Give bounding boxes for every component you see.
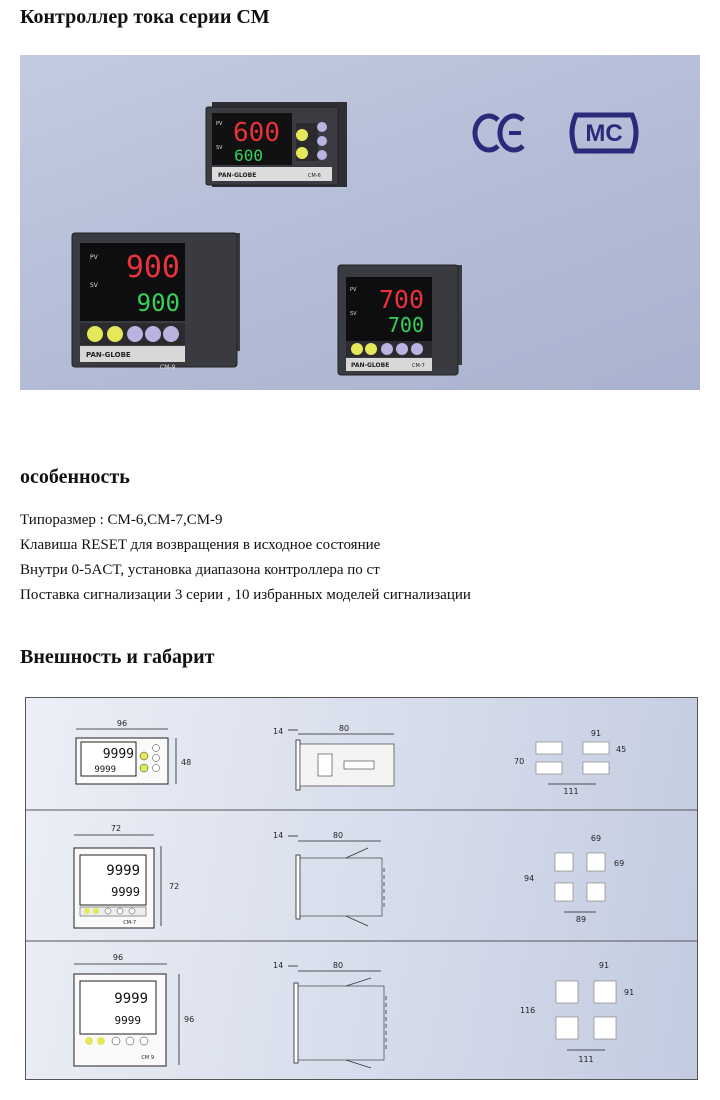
feature-item: Типоразмер : CM-6,CM-7,CM-9 <box>20 512 223 528</box>
svg-text:80: 80 <box>332 831 344 840</box>
ce-mark-icon <box>475 116 523 150</box>
dimension-row-cm7 <box>74 824 624 928</box>
svg-text:111: 111 <box>578 1055 594 1064</box>
dimensions-drawing <box>25 697 698 1080</box>
controller-cm7 <box>338 265 462 375</box>
svg-text:96: 96 <box>116 719 128 728</box>
feature-item: Поставка сигнализации 3 серии , 10 избранных моделей сигнализации <box>20 587 471 603</box>
svg-text:PV: PV <box>216 121 223 127</box>
svg-text:91: 91 <box>624 988 635 997</box>
svg-text:14: 14 <box>273 961 284 970</box>
svg-text:70: 70 <box>514 757 525 766</box>
svg-text:91: 91 <box>598 961 610 970</box>
svg-text:89: 89 <box>575 915 587 924</box>
svg-text:48: 48 <box>181 758 192 767</box>
svg-text:CM-7: CM-7 <box>412 363 425 369</box>
svg-text:9999: 9999 <box>111 885 140 899</box>
svg-text:PV: PV <box>350 287 357 293</box>
svg-text:CM-9: CM-9 <box>160 364 176 371</box>
dimension-row-cm9 <box>74 953 634 1068</box>
svg-text:45: 45 <box>616 745 627 754</box>
svg-text:9999: 9999 <box>94 765 116 775</box>
cmc-mark-text: MC <box>585 120 623 147</box>
sv-display: 700 <box>387 313 424 337</box>
svg-text:94: 94 <box>524 874 535 883</box>
features-heading: особенность <box>20 466 130 488</box>
svg-text:14: 14 <box>273 831 284 840</box>
svg-text:111: 111 <box>563 787 579 796</box>
svg-text:69: 69 <box>590 834 602 843</box>
svg-text:80: 80 <box>332 961 344 970</box>
svg-text:72: 72 <box>110 824 122 833</box>
pv-display: 900 <box>125 250 180 285</box>
svg-text:9999: 9999 <box>102 747 134 762</box>
svg-text:PAN-GLOBE: PAN-GLOBE <box>351 362 390 369</box>
svg-text:SV: SV <box>216 145 223 151</box>
svg-text:CM-7: CM-7 <box>123 920 136 926</box>
dimensions-heading: Внешность и габарит <box>20 646 215 668</box>
feature-item: Внутри 0-5ACT, установка диапазона контроллера по ст <box>20 562 380 578</box>
svg-text:14: 14 <box>273 727 284 736</box>
svg-text:69: 69 <box>614 859 625 868</box>
feature-item: Клавиша RESET для возвращения в исходное состояние <box>20 537 381 553</box>
svg-text:96: 96 <box>184 1015 195 1024</box>
pv-display: 600 <box>233 118 280 148</box>
svg-text:CM 9: CM 9 <box>141 1055 154 1061</box>
svg-text:116: 116 <box>520 1006 536 1015</box>
svg-text:PAN-GLOBE: PAN-GLOBE <box>218 172 257 179</box>
sv-display: 900 <box>136 289 180 317</box>
svg-text:SV: SV <box>350 311 357 317</box>
cmc-mark-icon <box>572 115 636 151</box>
svg-text:96: 96 <box>112 953 124 962</box>
svg-text:PV: PV <box>90 254 98 261</box>
dimension-row-cm6 <box>76 719 626 796</box>
product-photo <box>20 55 700 390</box>
svg-text:91: 91 <box>590 729 602 738</box>
svg-text:PAN-GLOBE: PAN-GLOBE <box>86 351 131 359</box>
page-title: Контроллер тока серии CM <box>20 6 270 28</box>
pv-display: 700 <box>378 285 424 314</box>
svg-text:9999: 9999 <box>114 991 148 1007</box>
controller-cm9 <box>72 233 240 371</box>
svg-text:80: 80 <box>338 724 350 733</box>
svg-text:72: 72 <box>169 882 180 891</box>
sv-display: 600 <box>234 146 263 165</box>
svg-text:CM-6: CM-6 <box>308 173 321 179</box>
svg-text:9999: 9999 <box>106 863 140 879</box>
features-list <box>20 508 471 608</box>
svg-text:SV: SV <box>90 282 98 289</box>
svg-text:9999: 9999 <box>114 1014 141 1027</box>
controller-cm6 <box>206 102 347 187</box>
